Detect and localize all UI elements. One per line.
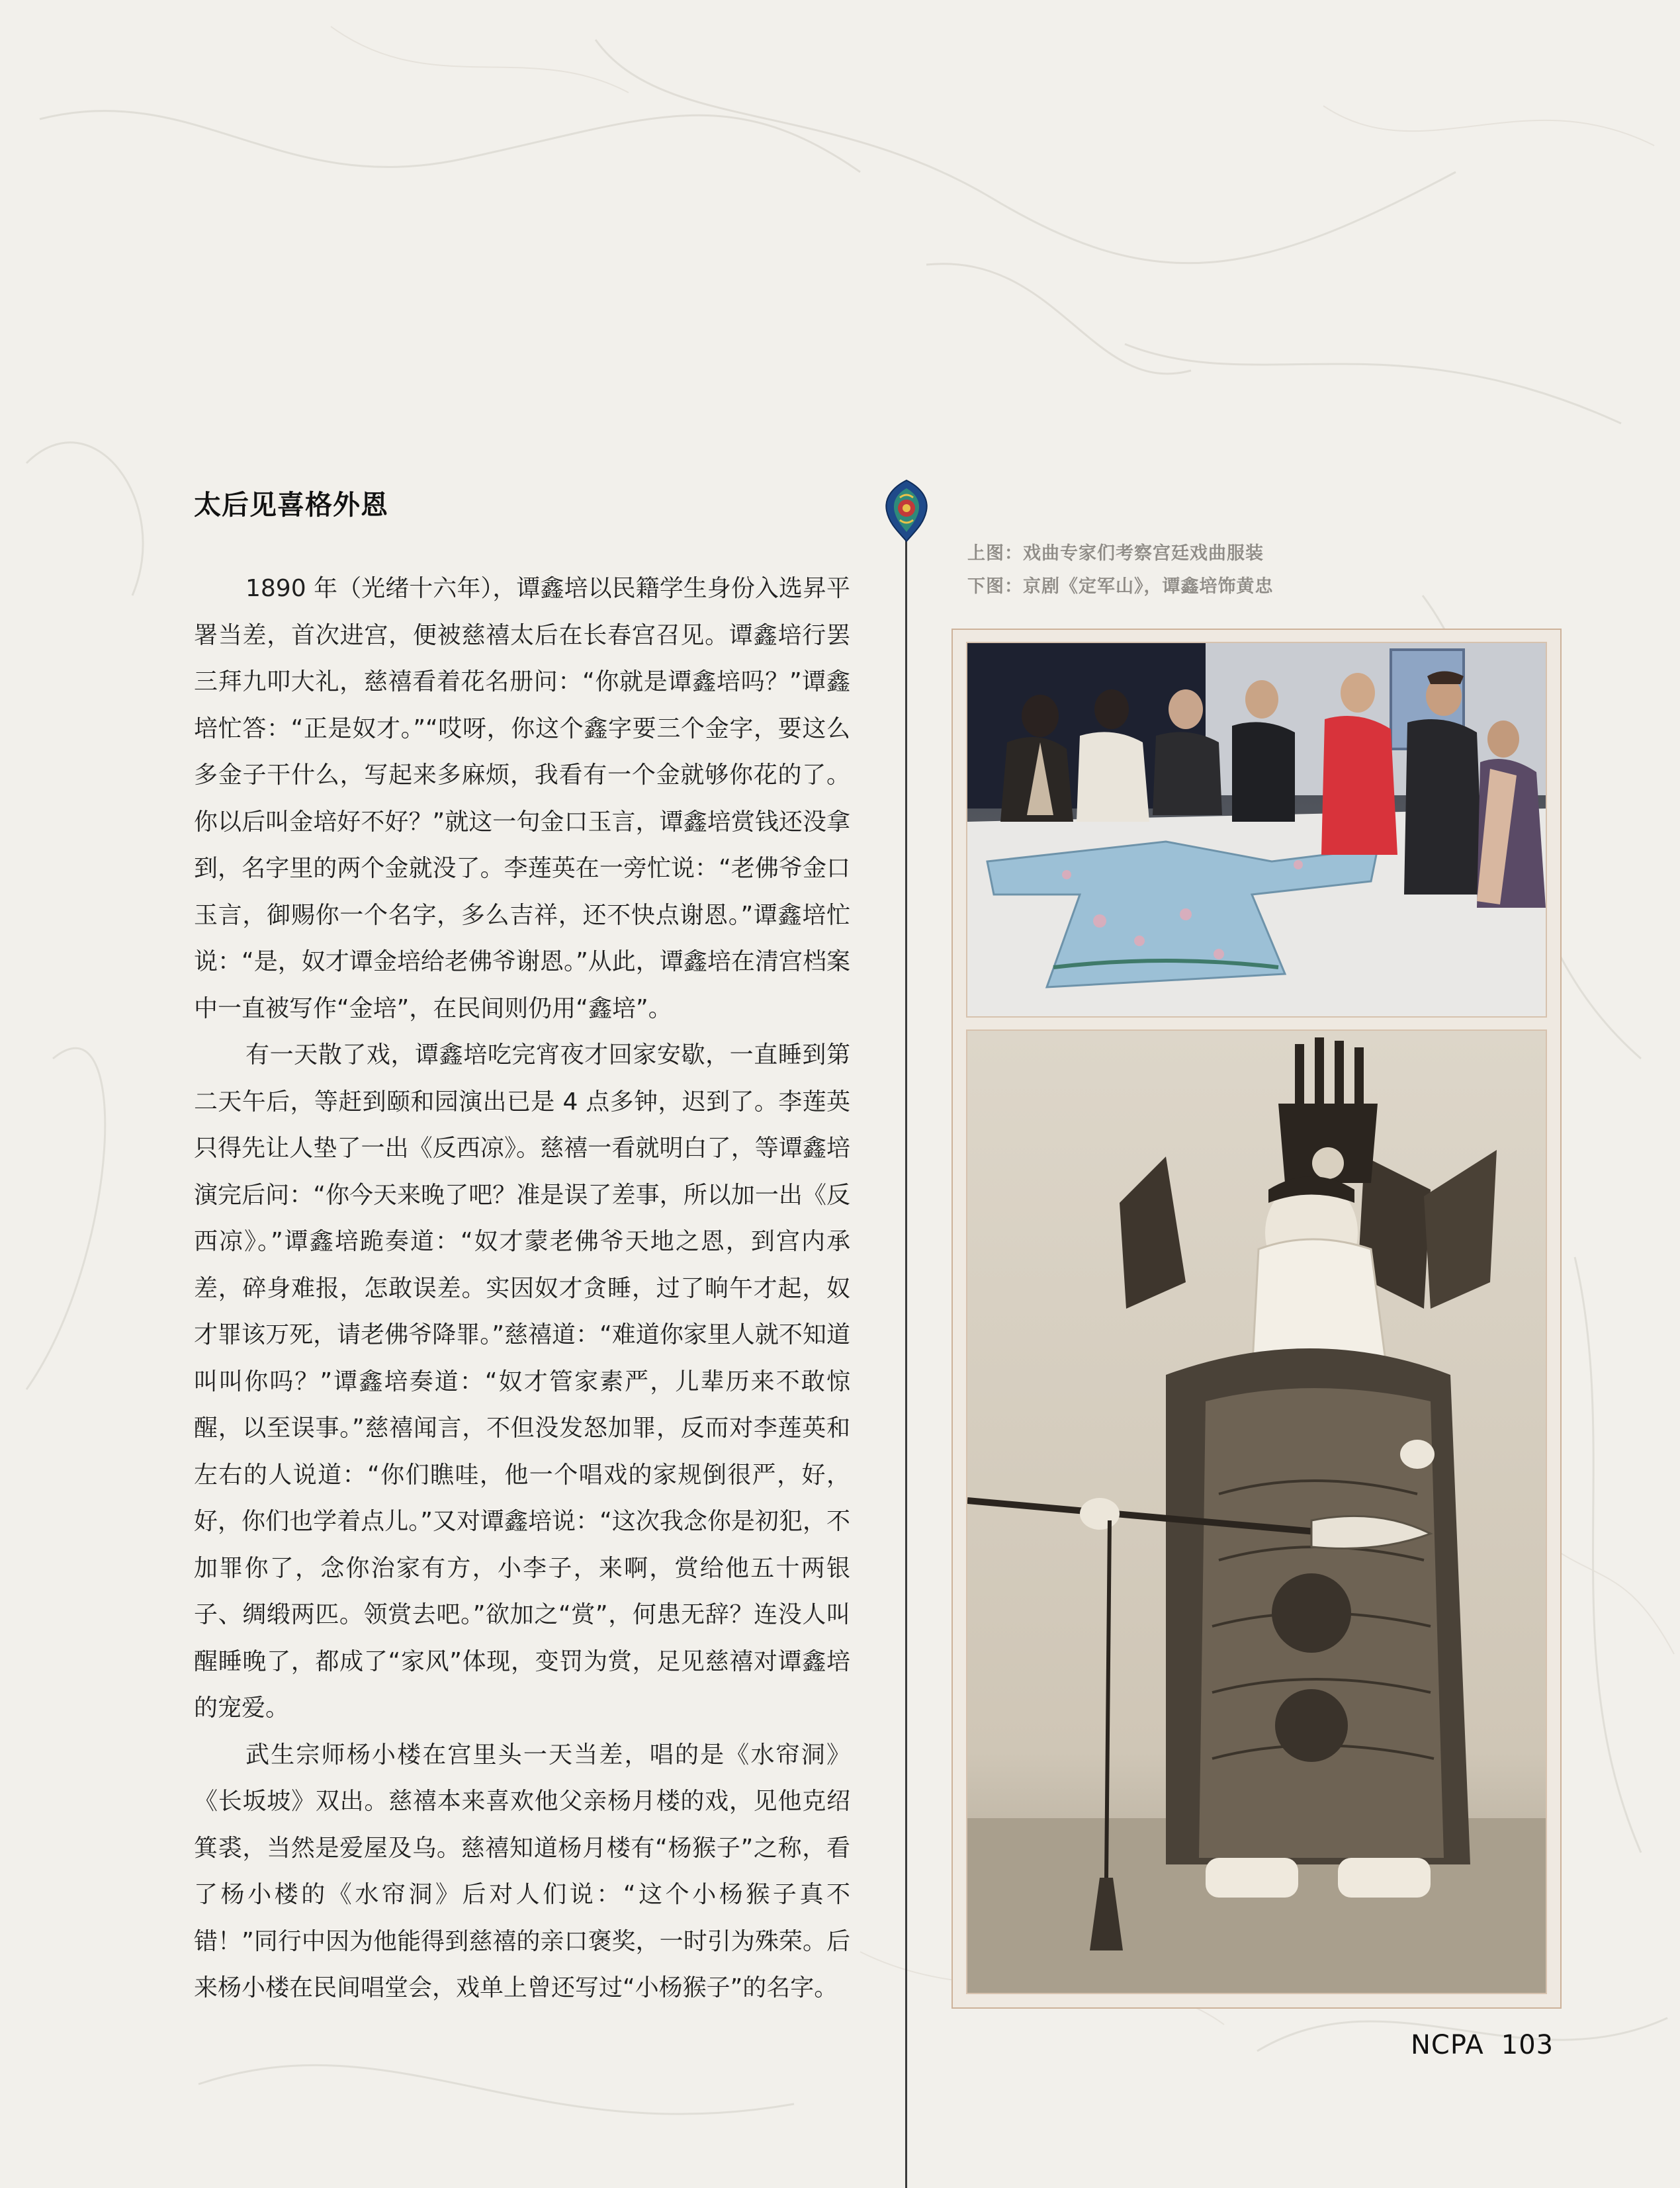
- caption-top: 上图：戏曲专家们考察宫廷戏曲服装: [967, 543, 1264, 564]
- article-paragraph: 有一天散了戏，谭鑫培吃完宵夜才回家安歇，一直睡到第二天午后，等赶到颐和园演出已是 4 点多钟，迟到了。李莲英只得先让人垫了一出《反西凉》。慈禧一看就明白了，等谭鑫培演完后问：“你今天来晚了吧？准是误了差事，所以加一出《反西凉》。”谭鑫培跪奏道：“奴才蒙老佛爷天地之恩，到宫内承差，碎身难报，怎敢误差。实因奴才贪睡，过了晌午才起，奴才罪该万死，请老佛爷降罪。”慈禧道：“难道你家里人就不知道叫叫你吗？”谭鑫培奏道：“奴才管家素严，儿辈历来不敢惊醒，以至误事。”慈禧闻言，不但没发怒加罪，反而对李莲英和左右的人说道：“你们瞧哇，他一个唱戏的家规倒很严，好，好，你们也学着点儿。”又对谭鑫培说：“这次我念你是初犯，不加罪你了，念你治家有方，小李子，来啊，赏给他五十两银子、绸缎两匹。领赏去吧。”欲加之“赏”，何患无辞？连没人叫醒睡晚了，都成了“家风”体现，变罚为赏，足见慈禧对谭鑫培的宠爱。: [194, 1041, 850, 1722]
- article-body: [194, 566, 850, 2012]
- magazine-name: NCPA: [1411, 2030, 1484, 2060]
- photo-opera-performer-portrait: [966, 1029, 1547, 1994]
- photo-captions: [967, 537, 1274, 603]
- column-divider: [905, 529, 907, 2188]
- article-paragraph: 武生宗师杨小楼在宫里头一天当差，唱的是《水帘洞》《长坂坡》双出。慈禧本来喜欢他父亲杨月楼的戏，见他克绍箕裘，当然是爱屋及乌。慈禧知道杨月楼有“杨猴子”之称，看了杨小楼的《水帘洞》后对人们说：“这个小杨猴子真不错！”同行中因为他能得到慈禧的亲口褒奖，一时引为殊荣。后来杨小楼在民间唱堂会，戏单上曾还写过“小杨猴子”的名字。: [194, 1741, 850, 2001]
- article-paragraph: 1890 年（光绪十六年），谭鑫培以民籍学生身份入选昇平署当差，首次进宫，便被慈禧太后在长春宫召见。谭鑫培行罢三拜九叩大礼，慈禧看着花名册问：“你就是谭鑫培吗？”谭鑫培忙答：“正是奴才。”“哎呀，你这个鑫字要三个金字，要这么多金子干什么，写起来多麻烦，我看有一个金就够你花的了。你以后叫金培好不好？”就这一句金口玉言，谭鑫培赏钱还没拿到，名字里的两个金就没了。李莲英在一旁忙说：“老佛爷金口玉言，御赐你一个名字，多么吉祥，还不快点谢恩。”谭鑫培忙说：“是，奴才谭金培给老佛爷谢恩。”从此，谭鑫培在清宫档案中一直被写作“金培”，在民间则仍用“鑫培”。: [194, 575, 850, 1022]
- photo-experts-examining-costumes: [966, 642, 1547, 1018]
- page-number: 103: [1501, 2030, 1554, 2060]
- page-folio: [1411, 2030, 1554, 2060]
- ornament-icon: [880, 478, 933, 544]
- section-heading: 太后见喜格外恩: [194, 489, 388, 521]
- caption-bottom: 下图：京剧《定军山》，谭鑫培饰黄忠: [967, 576, 1274, 597]
